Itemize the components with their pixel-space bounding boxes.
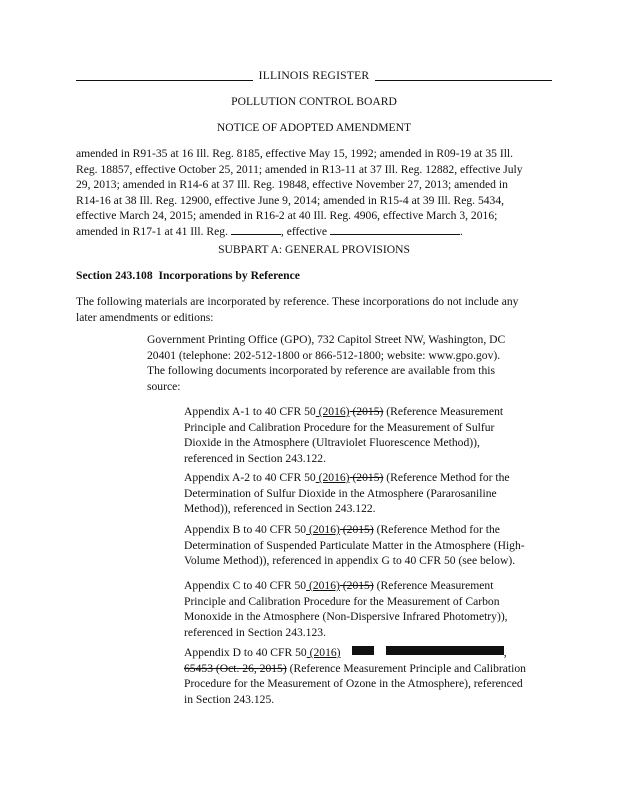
notice-title: NOTICE OF ADOPTED AMENDMENT xyxy=(216,121,412,134)
appendix-d-entry xyxy=(184,645,552,707)
appendix-text: (Reference Measurement xyxy=(383,405,504,418)
gpo-line: 20401 (telephone: 202-512-1800 or 866-512-1800; website: www.gpo.gov). xyxy=(147,348,501,362)
subpart-heading: SUBPART A: GENERAL PROVISIONS xyxy=(218,243,410,256)
appendix-prefix: Appendix B to 40 CFR 50 xyxy=(184,523,307,536)
history-period: . xyxy=(459,224,463,238)
appendix-line: Dioxide in the Atmosphere (Ultraviolet Fluorescence Method)), xyxy=(184,436,480,449)
appendix-line: Principle and Calibration Procedure for the Measurement of Sulfur xyxy=(184,420,495,434)
appendix-prefix: Appendix C to 40 CFR 50 xyxy=(184,579,307,592)
appendix-line: referenced in Section 243.123. xyxy=(184,625,326,639)
appendix-text: (Reference Method for the xyxy=(373,523,500,536)
section-heading xyxy=(76,268,300,284)
appendix-line xyxy=(184,578,552,594)
appendix-line: Determination of Suspended Particulate Matter in the Atmosphere (High- xyxy=(184,538,525,552)
inserted-text: (2016) xyxy=(306,579,340,592)
deleted-text: 65453 (Oct. 26, 2015) xyxy=(184,661,287,675)
appendix-line xyxy=(184,470,552,486)
gpo-line: Government Printing Office (GPO), 732 Capitol Street NW, Washington, DC xyxy=(147,333,506,346)
appendix-text: (Reference Method for the xyxy=(383,471,510,484)
section-number: Section 243.108 xyxy=(76,269,153,282)
deleted-text: (2015) xyxy=(339,579,374,592)
register-header xyxy=(76,68,552,82)
inserted-text: (2016) xyxy=(306,646,341,659)
appendix-text: (Reference Measurement Principle and Calibration xyxy=(286,661,526,675)
section-title: Incorporations by Reference xyxy=(158,269,300,282)
appendix-text: , xyxy=(503,646,507,659)
deleted-text: (2015) xyxy=(339,523,374,536)
deleted-text: (2015) xyxy=(349,405,384,418)
register-number-blank xyxy=(231,224,281,235)
history-line-text: amended in R17-1 at 41 Ill. Reg. xyxy=(76,224,228,238)
register-title: ILLINOIS REGISTER xyxy=(253,69,376,82)
appendix-line: Method)), referenced in Section 243.122. xyxy=(184,502,376,515)
appendix-line xyxy=(184,661,552,677)
appendix-line: Principle and Calibration Procedure for the Measurement of Carbon xyxy=(184,594,500,608)
inserted-text: (2016) xyxy=(315,405,350,418)
history-effective-text: , effective xyxy=(280,224,328,238)
appendix-line: in Section 243.125. xyxy=(184,692,275,706)
effective-date-blank xyxy=(330,224,460,235)
history-line: R14-16 at 38 Ill. Reg. 12900, effective June 9, 2014; amended in R15-4 at 39 Ill. Reg. 5434, xyxy=(76,193,505,207)
inserted-text: (2016) xyxy=(315,471,350,484)
intro-paragraph xyxy=(76,294,546,325)
appendix-c-entry xyxy=(184,578,552,640)
redacted-mark xyxy=(352,646,374,655)
gpo-line: source: xyxy=(147,379,181,393)
intro-line: The following materials are incorporated by reference. These incorporations do not include any xyxy=(76,295,519,308)
appendix-text: (Reference Measurement xyxy=(373,579,494,592)
gpo-paragraph xyxy=(147,332,547,394)
amendment-history xyxy=(76,146,546,239)
appendix-line xyxy=(184,522,552,538)
appendix-a1-entry xyxy=(184,404,552,466)
appendix-line: Volume Method)), referenced in appendix G to 40 CFR 50 (see below). xyxy=(184,554,516,567)
appendix-line: Procedure for the Measurement of Ozone in the Atmosphere), referenced xyxy=(184,677,523,690)
appendix-line: Monoxide in the Atmosphere (Non-Dispersive Infrared Photometry)), xyxy=(184,610,508,623)
redacted-mark xyxy=(386,646,504,655)
inserted-text: (2016) xyxy=(306,523,340,536)
history-line: Reg. 18857, effective October 25, 2011; amended in R13-11 at 37 Ill. Reg. 12882, effective July xyxy=(76,162,523,176)
agency-name: POLLUTION CONTROL BOARD xyxy=(231,95,397,108)
gpo-line: The following documents incorporated by reference are available from this xyxy=(147,364,495,377)
appendix-line: referenced in Section 243.122. xyxy=(184,451,326,465)
appendix-line xyxy=(184,645,552,661)
deleted-text: (2015) xyxy=(349,471,384,484)
appendix-line: Determination of Sulfur Dioxide in the Atmosphere (Pararosaniline xyxy=(184,486,497,500)
intro-line: later amendments or editions: xyxy=(76,310,214,324)
appendix-a2-entry xyxy=(184,470,552,517)
history-line: 29, 2013; amended in R14-6 at 37 Ill. Reg. 19848, effective November 27, 2013; amended in xyxy=(76,178,508,191)
history-line: amended in R91-35 at 16 Ill. Reg. 8185, effective May 15, 1992; amended in R09-19 at 35 Ill. xyxy=(76,147,514,160)
history-line xyxy=(76,224,546,240)
history-line: effective March 24, 2015; amended in R16-2 at 40 Ill. Reg. 4906, effective March 3, 2016; xyxy=(76,209,498,222)
appendix-prefix: Appendix A-2 to 40 CFR 50 xyxy=(184,471,316,484)
appendix-prefix: Appendix D to 40 CFR 50 xyxy=(184,646,307,659)
appendix-line xyxy=(184,404,552,420)
appendix-prefix: Appendix A-1 to 40 CFR 50 xyxy=(184,405,316,418)
appendix-b-entry xyxy=(184,522,552,569)
